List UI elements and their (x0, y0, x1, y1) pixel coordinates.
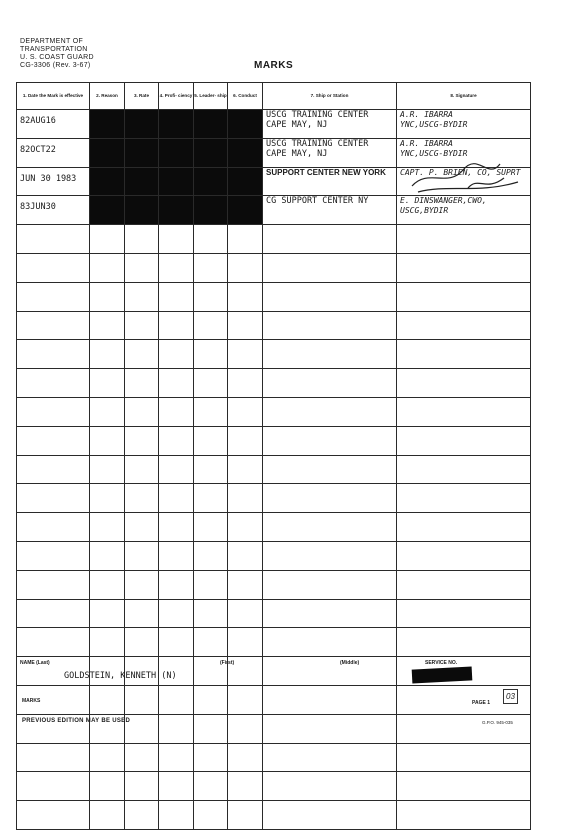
mark-cell (125, 513, 159, 542)
station-cell (263, 282, 397, 311)
date-cell (17, 599, 90, 628)
mark-cell (90, 628, 125, 657)
signature-cell (397, 196, 531, 225)
mark-cell (194, 196, 228, 225)
date-cell (17, 743, 90, 772)
mark-cell (228, 253, 263, 282)
mark-cell (228, 714, 263, 743)
date-cell (17, 513, 90, 542)
signature-cell (397, 340, 531, 369)
table-row (17, 541, 531, 570)
mark-cell (90, 369, 125, 398)
mark-cell (159, 138, 194, 167)
date-cell: 83JUN30 (17, 196, 90, 225)
station-cell (263, 369, 397, 398)
table-row (17, 772, 531, 801)
mark-cell (90, 513, 125, 542)
mark-cell (194, 628, 228, 657)
signature-cell (397, 369, 531, 398)
signature-line: E. DINSWANGER,CWO, (400, 196, 487, 206)
mark-cell (90, 455, 125, 484)
mark-cell (194, 570, 228, 599)
mark-cell (159, 426, 194, 455)
station-cell (263, 253, 397, 282)
station-cell (263, 426, 397, 455)
mark-cell (228, 801, 263, 830)
mark-cell (194, 110, 228, 139)
service-label: SERVICE NO. (425, 660, 458, 666)
mark-cell (125, 772, 159, 801)
table-row (17, 369, 531, 398)
mark-cell (125, 743, 159, 772)
mark-cell (228, 167, 263, 196)
mark-cell (228, 282, 263, 311)
mark-cell (90, 253, 125, 282)
signature-cell (397, 628, 531, 657)
mark-cell (159, 685, 194, 714)
station-cell (263, 311, 397, 340)
agency-block (20, 38, 94, 70)
col-reason-header: 2. Reason (90, 83, 125, 110)
mark-cell (159, 714, 194, 743)
date-cell (17, 311, 90, 340)
mark-cell (159, 369, 194, 398)
signature-cell (397, 772, 531, 801)
signature-cell (397, 801, 531, 830)
mark-cell (90, 138, 125, 167)
signature-cell (397, 513, 531, 542)
date-cell: 82OCT22 (17, 138, 90, 167)
signature-cell (397, 714, 531, 743)
station-cell (263, 743, 397, 772)
station-cell (263, 657, 397, 686)
mark-cell (194, 772, 228, 801)
col-signature-header: 8. Signature (397, 83, 531, 110)
station-cell (263, 628, 397, 657)
mark-cell (194, 369, 228, 398)
mark-cell (125, 369, 159, 398)
mark-cell (90, 570, 125, 599)
mark-cell (228, 743, 263, 772)
station-cell (263, 570, 397, 599)
mark-cell (125, 110, 159, 139)
signature-cell (397, 599, 531, 628)
mark-cell (125, 628, 159, 657)
form-title: MARKS (254, 60, 294, 71)
mark-cell (228, 628, 263, 657)
mark-cell (159, 455, 194, 484)
mark-cell (228, 455, 263, 484)
signature-line: YNC,USCG-BYDIR (400, 120, 468, 129)
mark-cell (90, 772, 125, 801)
mark-cell (194, 138, 228, 167)
mark-cell (194, 426, 228, 455)
mark-cell (159, 311, 194, 340)
mark-cell (228, 685, 263, 714)
mark-cell (159, 253, 194, 282)
mark-cell (194, 541, 228, 570)
mark-cell (194, 225, 228, 254)
mark-cell (159, 743, 194, 772)
page-label: PAGE 1 (472, 700, 490, 706)
table-row (17, 801, 531, 830)
mark-cell (125, 484, 159, 513)
mark-cell (125, 253, 159, 282)
signature-cell (397, 426, 531, 455)
station-line: USCG TRAINING CENTER (266, 138, 369, 149)
agency-line: U. S. COAST GUARD (20, 54, 94, 61)
mark-cell (90, 225, 125, 254)
signature-cell (397, 455, 531, 484)
mark-cell (228, 311, 263, 340)
station-cell (263, 801, 397, 830)
date-cell (17, 541, 90, 570)
table-row (17, 513, 531, 542)
signature-cell (397, 282, 531, 311)
table-row (17, 426, 531, 455)
col-conduct-header: 6. Conduct (228, 83, 263, 110)
mark-cell (194, 455, 228, 484)
mark-cell (125, 455, 159, 484)
date-cell (17, 369, 90, 398)
agency-line: DEPARTMENT OF (20, 38, 84, 45)
agency-line: TRANSPORTATION (20, 46, 88, 53)
station-cell (263, 714, 397, 743)
station-cell (263, 167, 397, 196)
table-row (17, 282, 531, 311)
mark-cell (159, 541, 194, 570)
first-label: (First) (220, 660, 235, 666)
station-cell (263, 541, 397, 570)
mark-cell (125, 225, 159, 254)
mark-cell (125, 196, 159, 225)
mark-cell (90, 743, 125, 772)
mark-cell (228, 340, 263, 369)
mark-cell (159, 282, 194, 311)
date-cell (17, 253, 90, 282)
mark-cell (90, 426, 125, 455)
mark-cell (159, 628, 194, 657)
form-number: CG-3306 (Rev. 3-67) (20, 62, 91, 69)
station-cell (263, 340, 397, 369)
mark-cell (228, 599, 263, 628)
signature-cell (397, 397, 531, 426)
mark-cell (228, 397, 263, 426)
mark-cell (194, 513, 228, 542)
mark-cell (159, 397, 194, 426)
mark-cell (90, 110, 125, 139)
station-line: SUPPORT CENTER NEW YORK (266, 167, 386, 177)
signature-cell (397, 570, 531, 599)
previous-edition-note: PREVIOUS EDITION MAY BE USED (22, 718, 131, 724)
mark-cell (125, 685, 159, 714)
mark-cell (228, 426, 263, 455)
col-date-header: 1. Date the Mark is effective (17, 83, 90, 110)
mark-cell (159, 801, 194, 830)
date-cell (17, 455, 90, 484)
middle-label: (Middle) (340, 660, 360, 666)
station-line: CG SUPPORT CENTER NY (266, 196, 369, 207)
station-line: USCG TRAINING CENTER (266, 110, 369, 120)
mark-cell (90, 311, 125, 340)
table-row (17, 743, 531, 772)
mark-cell (159, 570, 194, 599)
date-cell (17, 628, 90, 657)
date-cell: JUN 30 1983 (17, 167, 90, 196)
name-label: NAME (Last) (20, 660, 50, 666)
mark-cell (228, 570, 263, 599)
mark-cell (228, 110, 263, 139)
mark-cell (194, 743, 228, 772)
table-row (17, 253, 531, 282)
signature-cell (397, 743, 531, 772)
mark-cell (90, 196, 125, 225)
mark-cell (90, 484, 125, 513)
mark-cell (125, 311, 159, 340)
col-station-header: 7. Ship or Station (263, 83, 397, 110)
signature-cell (397, 484, 531, 513)
signature-cell (397, 253, 531, 282)
mark-cell (90, 397, 125, 426)
mark-cell (194, 397, 228, 426)
station-cell (263, 513, 397, 542)
form-label: MARKS (22, 698, 41, 704)
mark-cell (194, 801, 228, 830)
mark-cell (90, 541, 125, 570)
mark-cell (90, 167, 125, 196)
mark-cell (125, 397, 159, 426)
mark-cell (90, 340, 125, 369)
mark-cell (125, 282, 159, 311)
signature-cell (397, 110, 531, 139)
mark-cell (125, 426, 159, 455)
station-cell (263, 138, 397, 167)
mark-cell (125, 801, 159, 830)
mark-cell (194, 282, 228, 311)
mark-cell (194, 685, 228, 714)
mark-cell (125, 541, 159, 570)
date-cell (17, 225, 90, 254)
station-cell (263, 455, 397, 484)
signature-cell (397, 225, 531, 254)
mark-cell (90, 599, 125, 628)
date-cell (17, 772, 90, 801)
page-number: 03 (503, 689, 518, 704)
table-row (17, 628, 531, 657)
station-cell (263, 397, 397, 426)
date-cell (17, 570, 90, 599)
signature-line: YNC,USCG-BYDIR (400, 148, 468, 158)
mark-cell (228, 484, 263, 513)
mark-cell (90, 801, 125, 830)
gpo-code: G.P.O. 945-035 (482, 720, 513, 725)
date-cell (17, 426, 90, 455)
mark-cell (90, 685, 125, 714)
mark-cell (159, 484, 194, 513)
table-row (17, 484, 531, 513)
mark-cell (159, 110, 194, 139)
date-cell (17, 282, 90, 311)
station-cell (263, 110, 397, 139)
mark-cell (194, 253, 228, 282)
date-cell (17, 801, 90, 830)
mark-cell (125, 138, 159, 167)
mark-cell (194, 340, 228, 369)
signature-line: A.R. IBARRA (400, 110, 453, 119)
mark-cell (228, 369, 263, 398)
signature-line: USCG,BYDIR (400, 206, 449, 216)
mark-cell (159, 225, 194, 254)
col-rate-header: 3. Rate (125, 83, 159, 110)
mark-cell (125, 570, 159, 599)
col-proficiency-header: 4. Profi- ciency (159, 83, 194, 110)
signature-cell (397, 311, 531, 340)
table-row (17, 340, 531, 369)
table-row (17, 225, 531, 254)
mark-cell (125, 599, 159, 628)
mark-cell (159, 513, 194, 542)
mark-cell (194, 311, 228, 340)
mark-cell (228, 772, 263, 801)
table-row (17, 397, 531, 426)
mark-cell (228, 225, 263, 254)
mark-cell (228, 196, 263, 225)
table-row (17, 455, 531, 484)
table-row (17, 570, 531, 599)
mark-cell (159, 196, 194, 225)
table-row (17, 311, 531, 340)
mark-cell (228, 138, 263, 167)
mark-cell (194, 599, 228, 628)
mark-cell (90, 282, 125, 311)
station-cell (263, 772, 397, 801)
mark-cell (228, 541, 263, 570)
mark-cell (125, 340, 159, 369)
station-cell (263, 484, 397, 513)
mark-cell (159, 340, 194, 369)
date-cell (17, 397, 90, 426)
station-line: CAPE MAY, NJ (266, 148, 328, 159)
station-cell (263, 225, 397, 254)
date-cell (17, 484, 90, 513)
station-cell (263, 599, 397, 628)
station-line: CAPE MAY, NJ (266, 120, 328, 130)
signature-line: CAPT. P. BRIEN, CO, SUPRT (400, 167, 521, 177)
mark-cell (125, 167, 159, 196)
mark-cell (228, 513, 263, 542)
signature-cell (397, 541, 531, 570)
table-row (17, 599, 531, 628)
station-cell (263, 196, 397, 225)
mark-cell (159, 167, 194, 196)
mark-cell (159, 599, 194, 628)
col-leadership-header: 5. Leader- ship (194, 83, 228, 110)
table-row (17, 110, 531, 139)
date-cell (17, 340, 90, 369)
station-cell (263, 685, 397, 714)
date-cell: 82AUG16 (17, 110, 90, 139)
table-row (17, 685, 531, 714)
signature-line: A.R. IBARRA (400, 138, 453, 148)
mark-cell (194, 167, 228, 196)
mark-cell (194, 714, 228, 743)
mark-cell (159, 772, 194, 801)
handwritten-signature (408, 158, 528, 198)
name-value: GOLDSTEIN, KENNETH (N) (64, 671, 177, 681)
mark-cell (194, 484, 228, 513)
table-row (17, 196, 531, 225)
